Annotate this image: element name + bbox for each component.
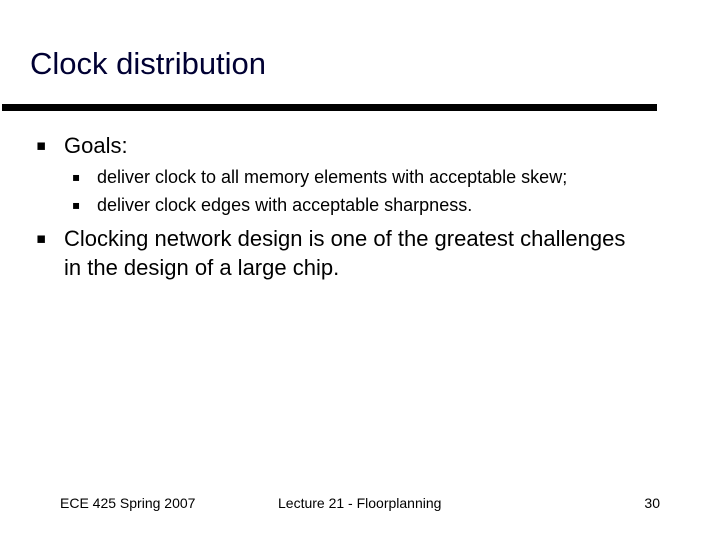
bullet-marker-icon: ▪ bbox=[36, 229, 47, 247]
sub-bullet-text: deliver clock edges with acceptable sharpness. bbox=[97, 195, 473, 215]
sub-bullet-marker-icon: ▪ bbox=[72, 170, 81, 184]
title-divider bbox=[2, 104, 657, 111]
bullet-text: Clocking network design is one of the greatest challenges in the design of a large chip. bbox=[64, 226, 626, 280]
footer-lecture: Lecture 21 - Floorplanning bbox=[278, 495, 442, 511]
bullet-text: Goals: bbox=[64, 133, 128, 158]
footer-page-number: 30 bbox=[644, 495, 660, 511]
footer-course: ECE 425 Spring 2007 bbox=[60, 495, 196, 511]
sub-bullet-marker-icon: ▪ bbox=[72, 198, 81, 212]
sub-bullet-text: deliver clock to all memory elements with acceptable skew; bbox=[97, 167, 568, 187]
bullet-marker-icon: ▪ bbox=[36, 136, 47, 154]
slide-title: Clock distribution bbox=[30, 46, 267, 81]
